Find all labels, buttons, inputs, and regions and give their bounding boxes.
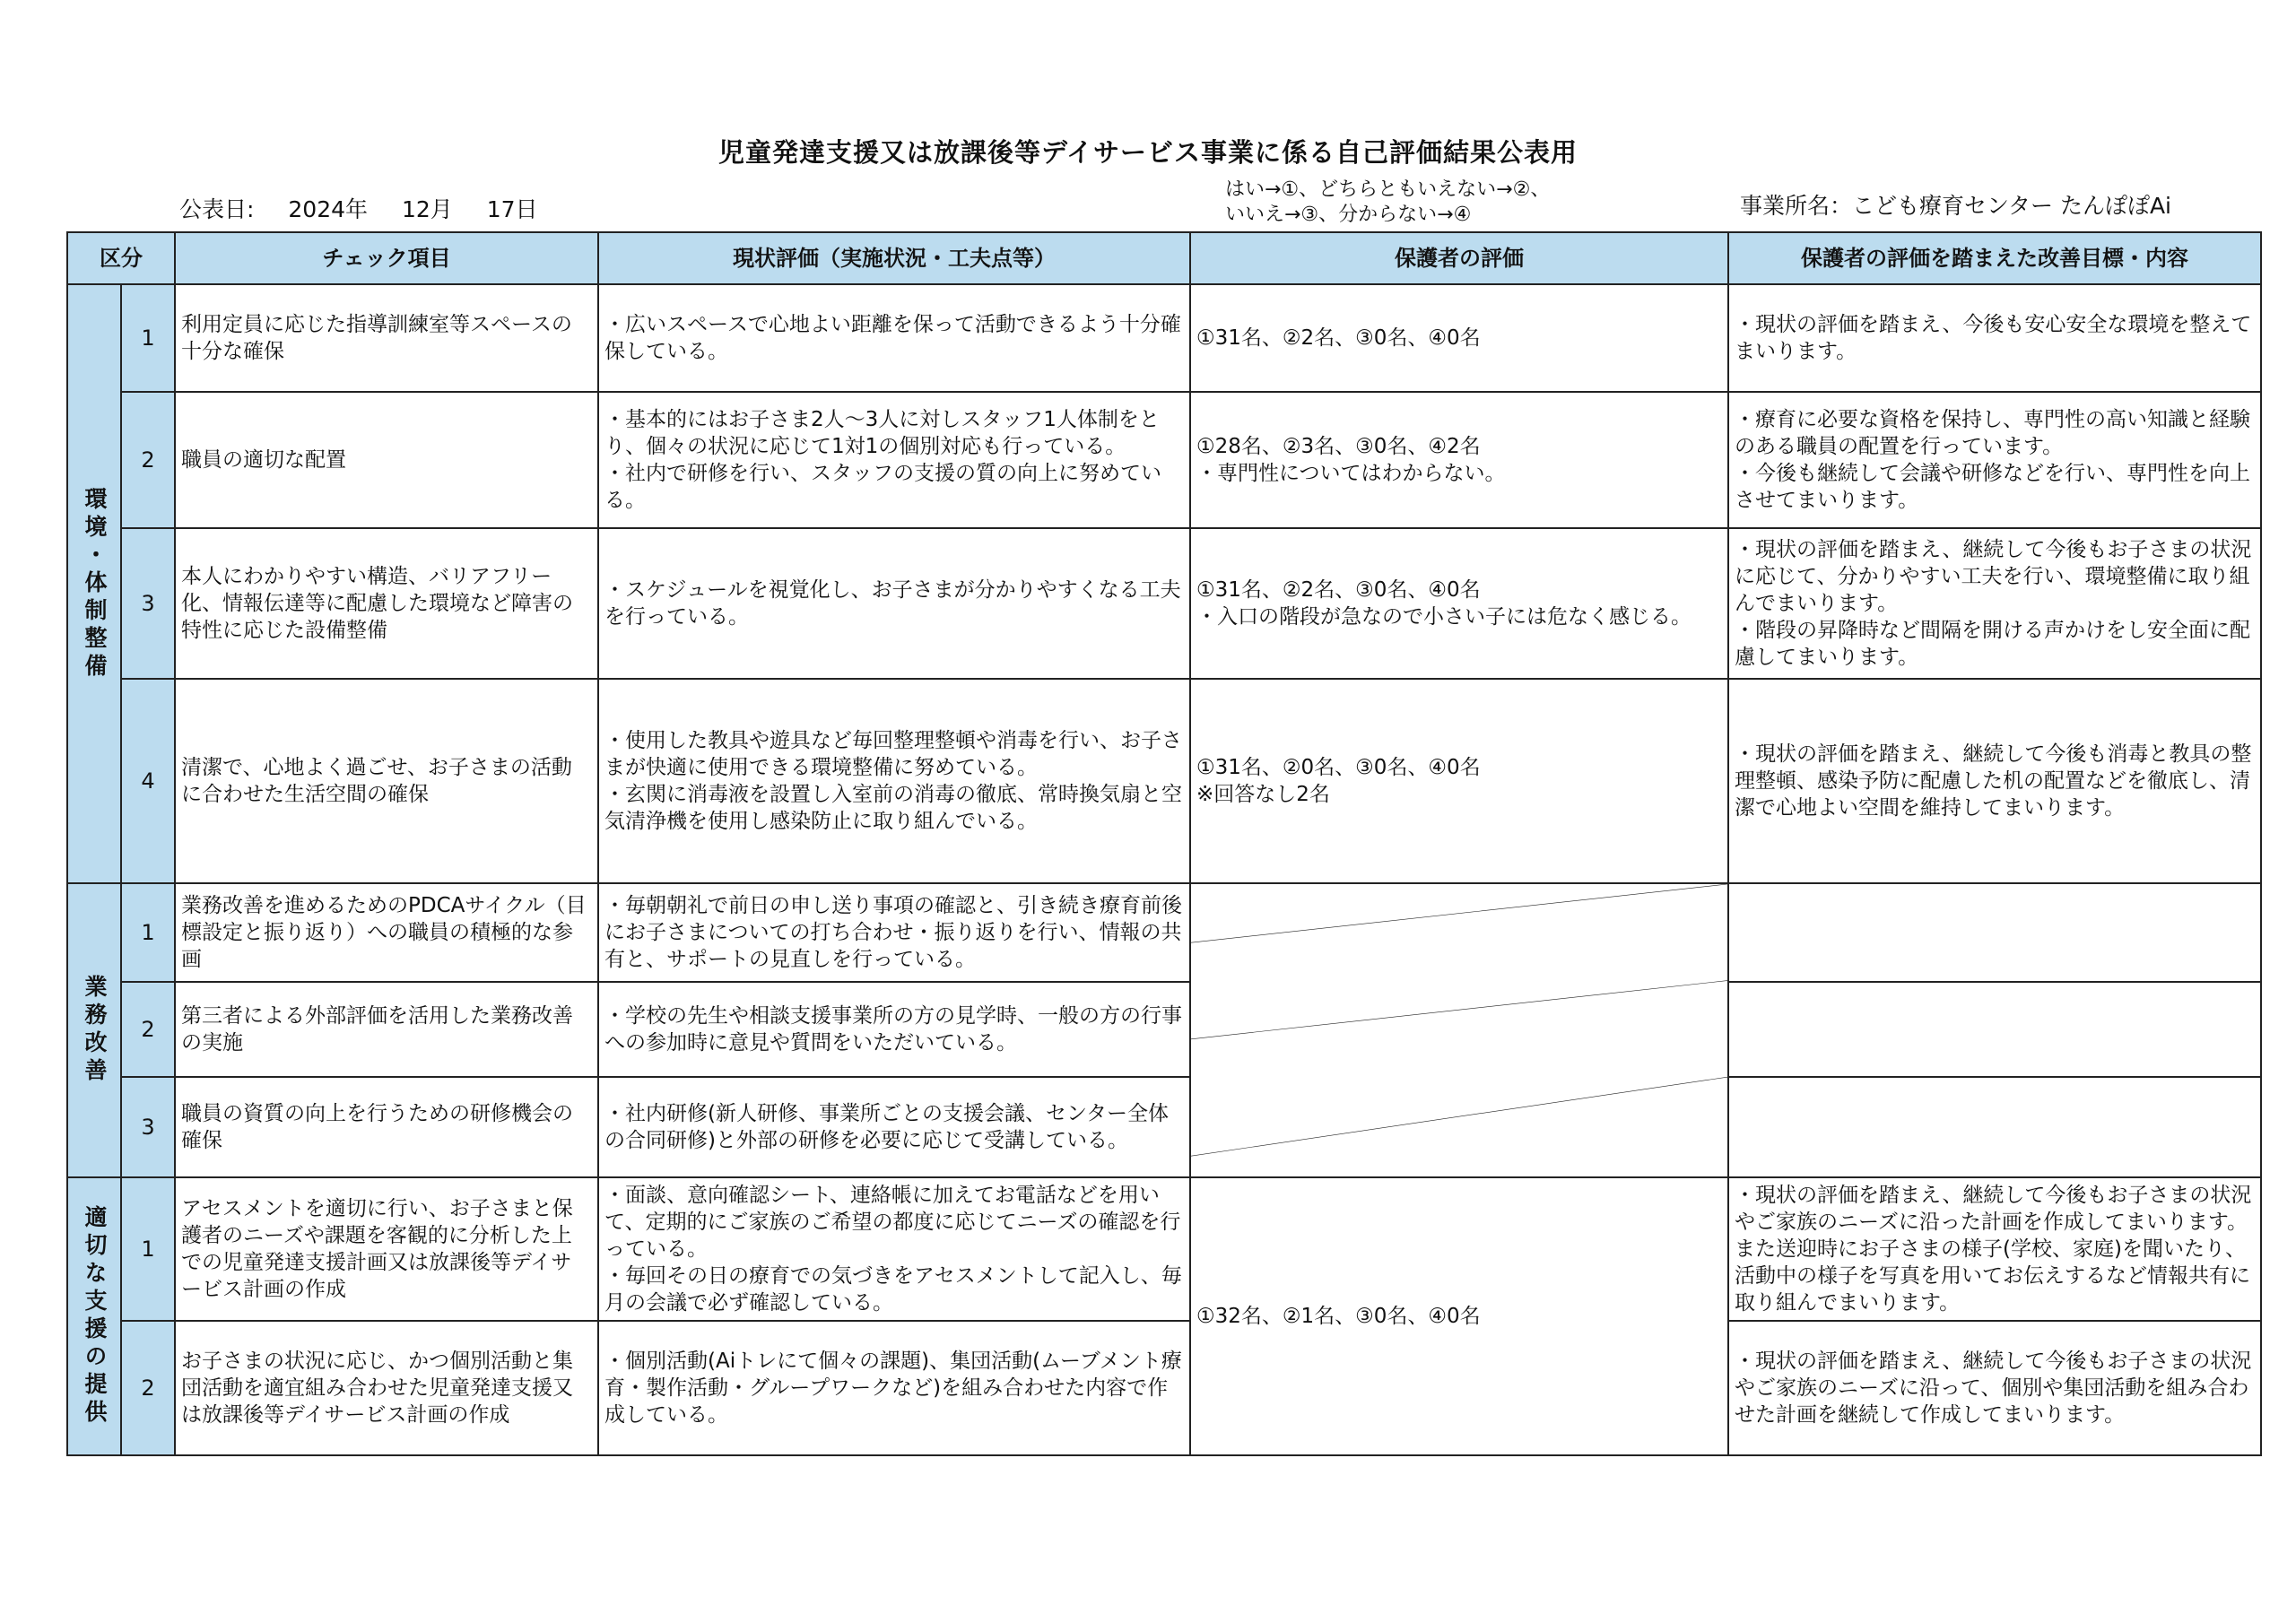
goal-cell: ・現状の評価を踏まえ、継続して今後もお子さまの状況やご家族のニーズに沿った計画を作成してまいります。また送迎時にお子さまの様子(学校、家庭)を聞いたり、活動中の様子を写真を用いてお伝えするなど情報共有に取り組んでまいります。 <box>1728 1177 2261 1321</box>
check-item: 利用定員に応じた指導訓練室等スペースの十分な確保 <box>175 284 598 392</box>
parent-eval-cell: ①31名、②2名、③0名、④0名 ・入口の階段が急なので小さい子には危なく感じる。 <box>1190 528 1728 679</box>
parent-eval-cell: ①31名、②2名、③0名、④0名 <box>1190 284 1728 392</box>
table-row <box>67 284 2261 392</box>
goal-cell: ・療育に必要な資格を保持し、専門性の高い知識と経験のある職員の配置を行っています。 ・今後も継続して会議や研修などを行い、専門性を向上させてまいります。 <box>1728 392 2261 528</box>
status-cell: ・面談、意向確認シート、連絡帳に加えてお電話などを用いて、定期的にご家族のご希望の都度に応じてニーズの確認を行っている。 ・毎回その日の療育での気づきをアセスメントして記入し、毎月の会議で必ず確認している。 <box>598 1177 1190 1321</box>
header-check-item: チェック項目 <box>175 232 598 284</box>
row-number: 1 <box>121 1177 175 1321</box>
row-number: 3 <box>121 1077 175 1177</box>
category-appropriate-support: 適切な支援の提供 <box>67 1177 121 1455</box>
goal-cell: ・現状の評価を踏まえ、継続して今後もお子さまの状況に応じて、分かりやすい工夫を行い、環境整備に取り組んでまいります。 ・階段の昇降時など間隔を開ける声かけをし安全面に配慮してまいります。 <box>1728 528 2261 679</box>
status-cell: ・基本的にはお子さま2人～3人に対しスタッフ1人体制をとり、個々の状況に応じて1対1の個別対応も行っている。 ・社内で研修を行い、スタッフの支援の質の向上に努めている。 <box>598 392 1190 528</box>
publish-date-label: 公表日: <box>179 196 255 222</box>
row-number: 2 <box>121 1321 175 1455</box>
publish-year: 2024年 <box>288 196 369 222</box>
table-row <box>67 679 2261 883</box>
diagonal-slash <box>1191 884 1727 1176</box>
table-row <box>67 1321 2261 1455</box>
goal-cell: ・現状の評価を踏まえ、継続して今後も消毒と教具の整理整頓、感染予防に配慮した机の配置などを徹底し、清潔で心地よい空間を維持してまいります。 <box>1728 679 2261 883</box>
publish-day: 17日 <box>486 196 538 222</box>
publish-date <box>179 192 565 224</box>
goal-cell: ・現状の評価を踏まえ、継続して今後もお子さまの状況やご家族のニーズに沿って、個別や集団活動を組み合わせた計画を継続して作成してまいります。 <box>1728 1321 2261 1455</box>
status-cell: ・社内研修(新人研修、事業所ごとの支援会議、センター全体の合同研修)と外部の研修を必要に応じて受講している。 <box>598 1077 1190 1177</box>
table-row <box>67 1177 2261 1321</box>
category-environment: 環境・体制整備 <box>67 284 121 883</box>
row-number: 1 <box>121 284 175 392</box>
category-business-improvement: 業務改善 <box>67 883 121 1177</box>
goal-blank <box>1728 883 2261 1177</box>
header-category: 区分 <box>67 232 175 284</box>
parent-eval-cell: ①31名、②0名、③0名、④0名 ※回答なし2名 <box>1190 679 1728 883</box>
check-item: 第三者による外部評価を活用した業務改善の実施 <box>175 982 598 1077</box>
row-number: 4 <box>121 679 175 883</box>
check-item: 業務改善を進めるためのPDCAサイクル（目標設定と振り返り）への職員の積極的な参画 <box>175 883 598 982</box>
legend-line-1: はい→①、どちらともいえない→②、 <box>1225 178 1551 201</box>
row-number: 2 <box>121 982 175 1077</box>
check-item: お子さまの状況に応じ、かつ個別活動と集団活動を適宜組み合わせた児童発達支援又は放課後等デイサービス計画の作成 <box>175 1321 598 1455</box>
status-cell: ・広いスペースで心地よい距離を保って活動できるよう十分確保している。 <box>598 284 1190 392</box>
parent-eval-not-applicable <box>1190 883 1728 1177</box>
status-cell: ・毎朝朝礼で前日の申し送り事項の確認と、引き続き療育前後にお子さまについての打ち合わせ・振り返りを行い、情報の共有と、サポートの見直しを行っている。 <box>598 883 1190 982</box>
row-number: 1 <box>121 883 175 982</box>
header-goal: 保護者の評価を踏まえた改善目標・内容 <box>1728 232 2261 284</box>
parent-eval-cell: ①28名、②3名、③0名、④2名 ・専門性についてはわからない。 <box>1190 392 1728 528</box>
status-cell: ・使用した教具や遊具など毎回整理整頓や消毒を行い、お子さまが快適に使用できる環境整備に努めている。 ・玄関に消毒液を設置し入室前の消毒の徹底、常時換気扇と空気清浄機を使用し感染防止に取り組んでいる。 <box>598 679 1190 883</box>
goal-cell: ・現状の評価を踏まえ、今後も安心安全な環境を整えてまいります。 <box>1728 284 2261 392</box>
status-cell: ・スケジュールを視覚化し、お子さまが分かりやすくなる工夫を行っている。 <box>598 528 1190 679</box>
table-row <box>67 392 2261 528</box>
evaluation-table <box>66 231 2262 1456</box>
header-parent-eval: 保護者の評価 <box>1190 232 1728 284</box>
publish-month: 12月 <box>401 196 453 222</box>
check-item: 職員の適切な配置 <box>175 392 598 528</box>
check-item: 清潔で、心地よく過ごせ、お子さまの活動に合わせた生活空間の確保 <box>175 679 598 883</box>
legend-line-2: いいえ→③、分からない→④ <box>1225 204 1472 226</box>
facility-name: 事業所名：こども療育センター たんぽぽAi <box>1740 193 2171 219</box>
table-row <box>67 528 2261 679</box>
header-status: 現状評価（実施状況・工夫点等） <box>598 232 1190 284</box>
answer-legend <box>1225 178 1550 228</box>
table-row <box>67 883 2261 982</box>
check-item: 職員の資質の向上を行うための研修機会の確保 <box>175 1077 598 1177</box>
parent-eval-cell: ①32名、②1名、③0名、④0名 <box>1190 1177 1728 1455</box>
header-row <box>67 232 2261 284</box>
check-item: アセスメントを適切に行い、お子さまと保護者のニーズや課題を客観的に分析した上での児童発達支援計画又は放課後等デイサービス計画の作成 <box>175 1177 598 1321</box>
page-title: 児童発達支援又は放課後等デイサービス事業に係る自己評価結果公表用 <box>718 137 1578 168</box>
status-cell: ・個別活動(Aiトレにて個々の課題)、集団活動(ムーブメント療育・製作活動・グループワークなど)を組み合わせた内容で作成している。 <box>598 1321 1190 1455</box>
check-item: 本人にわかりやすい構造、バリアフリー化、情報伝達等に配慮した環境など障害の特性に応じた設備整備 <box>175 528 598 679</box>
row-number: 2 <box>121 392 175 528</box>
status-cell: ・学校の先生や相談支援事業所の方の見学時、一般の方の行事への参加時に意見や質問をいただいている。 <box>598 982 1190 1077</box>
row-number: 3 <box>121 528 175 679</box>
